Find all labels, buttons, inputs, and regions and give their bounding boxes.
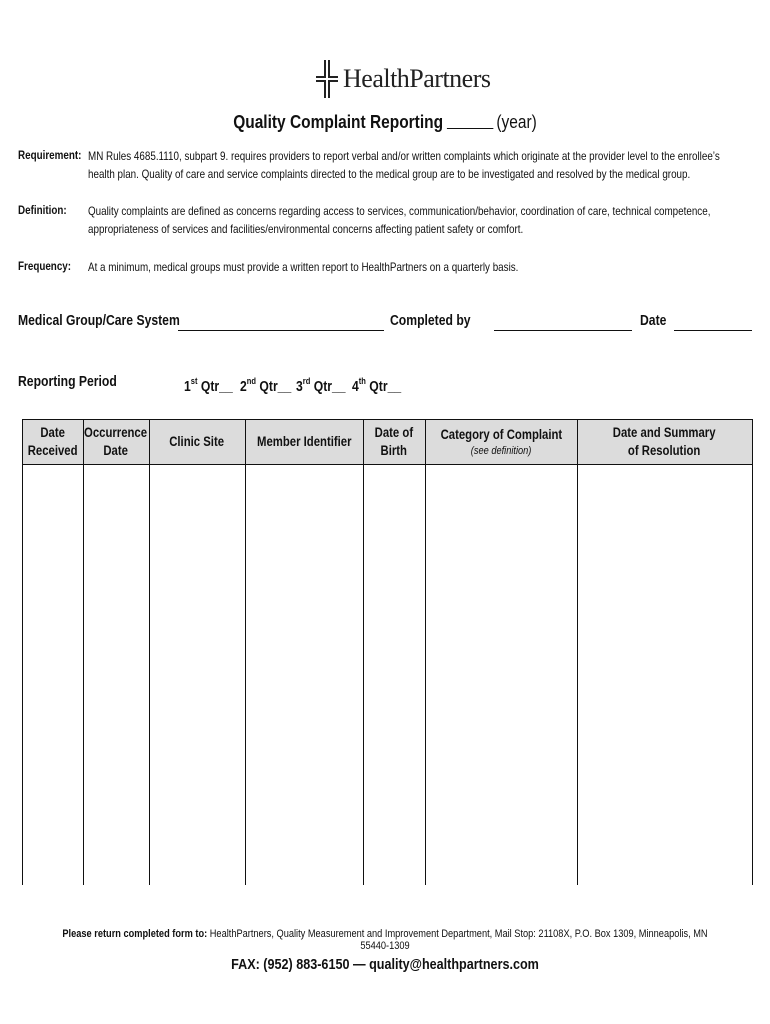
column-divider	[22, 419, 23, 885]
date-label: Date	[640, 313, 667, 329]
frequency-text: At a minimum, medical groups must provide a written report to HealthPartners on a quarterly basis.	[88, 260, 519, 274]
header-clinic-site: Clinic Site	[169, 434, 225, 449]
medical-group-label: Medical Group/Care System	[18, 313, 180, 329]
completed-by-field[interactable]	[494, 330, 632, 331]
return-instructions	[62, 928, 709, 952]
logo-text: HealthPartners	[343, 64, 491, 93]
year-blank[interactable]	[446, 128, 492, 129]
column-divider	[577, 419, 578, 885]
medical-group-field[interactable]	[178, 330, 384, 331]
column-divider	[752, 419, 753, 885]
return-label: Please return completed form to:	[62, 928, 208, 940]
column-divider	[83, 419, 84, 885]
column-divider	[425, 419, 426, 885]
requirement-label: Requirement:	[18, 148, 82, 162]
healthpartners-logo	[316, 60, 491, 98]
header-occurrence-date: Occurrence Date	[84, 425, 148, 458]
frequency-label: Frequency:	[18, 259, 72, 273]
contact-info: FAX: (952) 883-6150 — quality@healthpartners.com	[231, 956, 539, 973]
title-text: Quality Complaint Reporting	[233, 112, 444, 132]
return-address: HealthPartners, Quality Measurement and Improvement Department, Mail Stop: 21108X, P.O. Box 1309, Minneapolis, MN 55440-1309	[209, 928, 708, 952]
quarter-3-option[interactable]: 3rd Qtr__	[296, 376, 346, 395]
quarter-1-option[interactable]: 1st Qtr__	[184, 376, 233, 395]
reporting-period-label: Reporting Period	[18, 374, 117, 390]
title-suffix: (year)	[496, 112, 537, 132]
header-member-identifier: Member Identifier	[256, 434, 352, 449]
header-date-of-birth: Date of Birth	[374, 425, 414, 458]
column-divider	[363, 419, 364, 885]
definition-label: Definition:	[18, 203, 67, 217]
quarter-4-option[interactable]: 4th Qtr__	[352, 376, 402, 395]
header-date-received: Date Received	[27, 425, 78, 458]
column-divider	[245, 419, 246, 885]
healthpartners-logo-icon	[316, 60, 338, 98]
header-date-and-summary: Date and Summary of Resolution	[613, 425, 716, 458]
quarter-2-option[interactable]: 2nd Qtr__	[240, 376, 292, 395]
date-field[interactable]	[674, 330, 752, 331]
header-category-of-complaint: Category of Complaint (see definition)	[440, 427, 562, 457]
page-title	[54, 112, 716, 133]
completed-by-label: Completed by	[390, 313, 471, 329]
complaint-table	[22, 419, 753, 885]
column-divider	[149, 419, 150, 885]
definition-text: Quality complaints are defined as concerns regarding access to services, communication/behavior, coordination of care, technical competence, appropriateness of services and facilities/environmental concerns affecting patient safety or comfort.	[88, 204, 711, 236]
requirement-text: MN Rules 4685.1110, subpart 9. requires providers to report verbal and/or written complaints which originate at the provider level to the enrollee’s health plan. Quality of care and service complaints directed to the medical group are to be investigated and resolved by the medical group.	[88, 149, 720, 181]
